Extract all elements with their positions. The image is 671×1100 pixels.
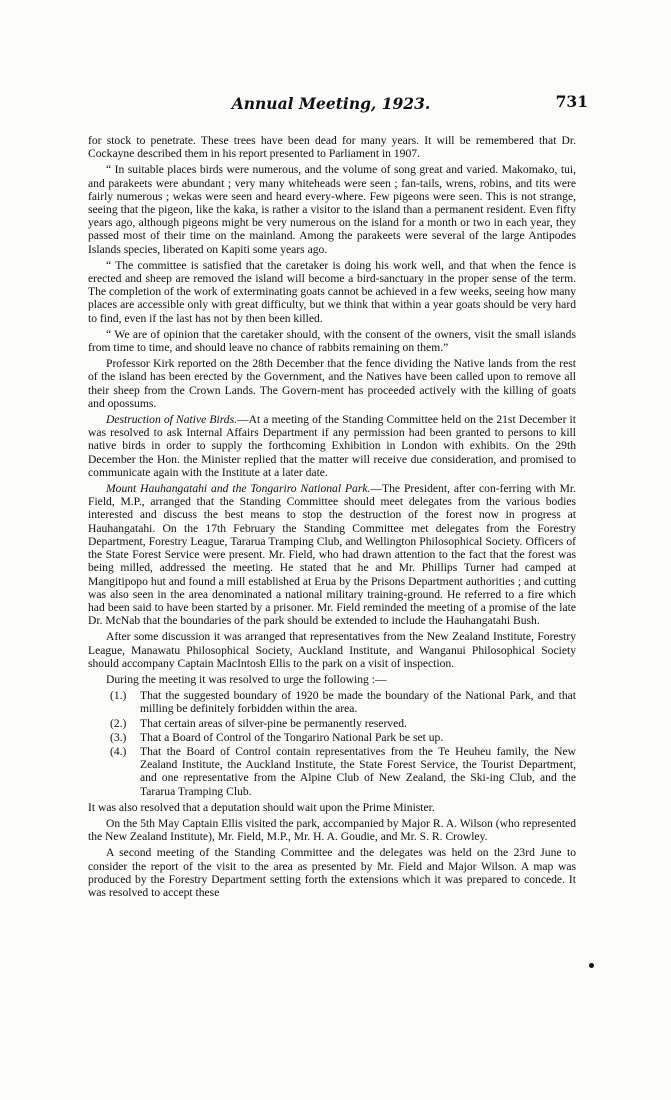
list-text: That the Board of Control contain representatives from the Te Heuheu family, the New Zealand Institute, the Auckland Institute, the State Forest Service, the Tourist Department, and one representative from the Alpine Club of New Zealand, the Ski-ing Club, and the Tararua Tramping Club. — [140, 744, 576, 798]
section-text: —The President, after con-ferring with Mr. Field, M.P., arranged that the Standing Committee should meet delegates from the various bodies interested and discuss the best means to stop the destruction of the forest now in progress at Hauhangatahi. On the 17th February the Standing Committee met delegates from the Forestry Department, Forestry League, Tararua Tramping Club, and Wellington Philosophical Society. Officers of the State Forest Service were present. Mr. Field, who had drawn attention to the fact that the forest was being milled, addressed the meeting. He stated that he and Mr. Phillips Turner had camped at Mangitipopo hut and found a mill established at Erua by the Prisons Department authorities ; and cutting was also seen in the area denominated a national military training-ground. He referred to a fire which had been said to have been started by a prisoner. Mr. Field reminded the meeting of a promise of the late Dr. McNab that the boundaries of the park should be extended to include the Hauhangatahi Bush. — [88, 482, 577, 628]
list-item — [88, 689, 576, 715]
paragraph: After some discussion it was arranged that representatives from the New Zealand Institute, Forestry League, Manawatu Philosophical Society, Auckland Institute, and Wanganui Philosophical Society should accompany Captain MacIntosh Ellis to the park on a visit of inspection. — [88, 630, 576, 670]
resolution-list — [88, 689, 576, 798]
section-hauhangatahi — [88, 482, 576, 627]
list-text: That the suggested boundary of 1920 be made the boundary of the National Park, and that milling be definitely forbidden within the area. — [140, 689, 576, 716]
running-title: Annual Meeting, 1923. — [231, 94, 431, 113]
paragraph: “ The committee is satisfied that the caretaker is doing his work well, and that when the fence is erected and sheep are removed the island will become a bird-sanctuary in the proper sense of the term. The completion of the work of exterminating goats cannot be achieved in a few weeks, seeing how many places are accessible only with great difficulty, but we think that within a year goats should be very hard to find, even if the last has not by then been killed. — [88, 258, 576, 325]
paragraph: During the meeting it was resolved to urge the following :— — [106, 672, 387, 686]
list-number: (2.) — [110, 716, 127, 730]
list-item — [88, 731, 576, 744]
list-text: That certain areas of silver-pine be permanently reserved. — [140, 716, 407, 730]
paragraph: On the 5th May Captain Ellis visited the park, accompanied by Major R. A. Wilson (who represented the New Zealand Institute), Mr. Field, M.P., Mr. H. A. Goudie, and Mr. S. R. Crowley. — [88, 816, 576, 844]
paragraph: A second meeting of the Standing Committee and the delegates was held on the 23rd June to consider the report of the visit to the area as presented by Mr. Field and Major Wilson. A map was produced by the Forestry Department setting forth the extensions which it was prepared to concede. It was resolved to accept these — [88, 846, 576, 899]
paragraph: Professor Kirk reported on the 28th December that the fence dividing the Native lands from the rest of the island has been erected by the Government, and the Natives have been called upon to remove all their sheep from the Crown Lands. The Govern-ment has proceeded actively with the killing of goats and opossums. — [88, 357, 576, 410]
ink-dot — [589, 963, 594, 968]
body-text — [88, 134, 576, 902]
page-header — [88, 92, 588, 118]
section-heading: Mount Hauhangatahi and the Tongariro National Park. — [106, 482, 371, 496]
list-item — [88, 745, 576, 798]
paragraph: “ In suitable places birds were numerous, and the volume of song great and varied. Makomako, tui, and parakeets were abundant ; very many whiteheads were seen ; fan-tails, wrens, robins, and tits were fairly numerous ; wekas were seen and heard every-where. Few pigeons were seen. This is not strange, seeing that the pigeon, like the kaka, is rather a visitor to the island than a permanent resident. Even fifty years ago, although pigeons might be very numerous on the island for a month or two in each year, they passed most of their time on the mainland. Among the parakeets were several of the large Antipodes Islands species, liberated on Kapiti some years ago. — [88, 163, 576, 256]
paragraph: for stock to penetrate. These trees have been dead for many years. It will be remembered that Dr. Cockayne described them in his report presented to Parliament in 1907. — [88, 134, 576, 161]
paragraph: It was also resolved that a deputation should wait upon the Prime Minister. — [88, 800, 435, 814]
page-number: 731 — [555, 92, 588, 111]
list-number: (3.) — [110, 730, 127, 744]
list-item — [88, 717, 576, 730]
section-destruction-of-native-birds — [88, 413, 576, 479]
paragraph: “ We are of opinion that the caretaker should, with the consent of the owners, visit the small islands from time to time, and should leave no chance of rabbits remaining on them.” — [88, 327, 576, 355]
list-number: (1.) — [110, 689, 127, 703]
section-text: —At a meeting of the Standing Committee held on the 21st December it was resolved to ask Internal Affairs Department if any permission had been granted to persons to kill native birds in order to supply the forthcoming Exhibition in London with exhibits. On the 29th December the Hon. the Minister replied that the matter will receive due consideration, and promised to communicate again with the Institute at a later date. — [88, 413, 577, 479]
list-number: (4.) — [110, 744, 127, 758]
list-text: That a Board of Control of the Tongariro National Park be set up. — [140, 730, 444, 744]
section-heading: Destruction of Native Birds. — [106, 413, 238, 427]
